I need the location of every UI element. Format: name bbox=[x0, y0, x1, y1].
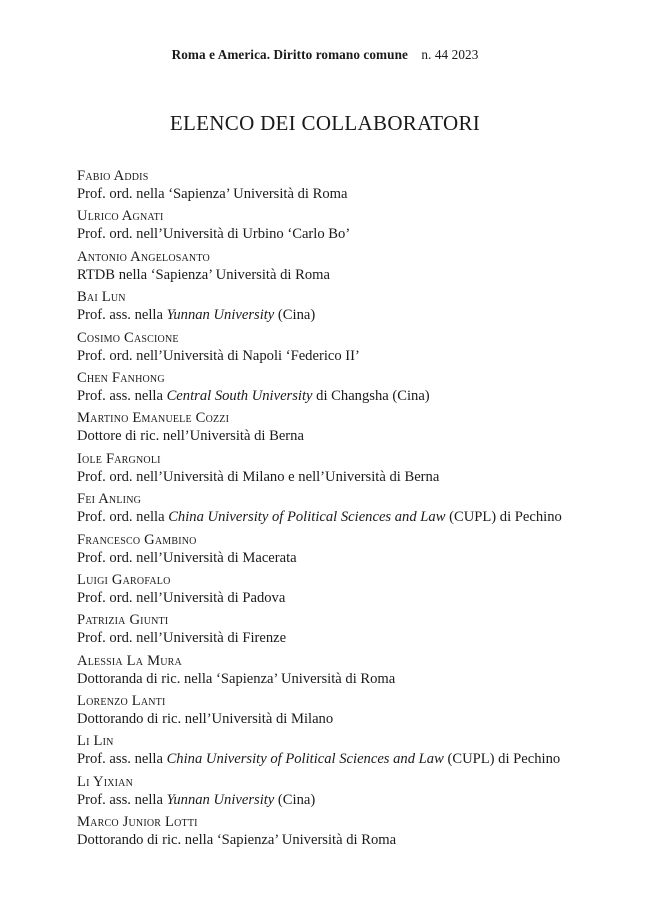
affiliation-text: Prof. ord. nell’Università di Urbino ‘Carlo Bo’ bbox=[77, 226, 351, 243]
collaborators-list bbox=[77, 167, 637, 854]
collaborator-entry bbox=[77, 611, 637, 651]
collaborator-name: Li Yixian bbox=[77, 773, 134, 790]
collaborator-entry bbox=[77, 288, 637, 328]
collaborator-name: Bai Lun bbox=[77, 289, 126, 306]
page-title: ELENCO DEI COLLABORATORI bbox=[169, 111, 481, 135]
collaborator-name: Marco Junior Lotti bbox=[77, 814, 198, 831]
collaborator-entry bbox=[77, 531, 637, 571]
affiliation-text: Prof. ord. nella bbox=[77, 509, 169, 526]
collaborator-affiliation bbox=[77, 549, 637, 568]
institution-name-italic: Yunnan University bbox=[166, 791, 275, 808]
collaborator-affiliation bbox=[77, 347, 637, 366]
collaborator-affiliation bbox=[77, 185, 637, 204]
collaborator-entry bbox=[77, 732, 637, 772]
collaborator-name: Iole Fargnoli bbox=[77, 450, 161, 467]
affiliation-text: Prof. ord. nell’Università di Macerata bbox=[77, 549, 297, 566]
collaborator-name: Luigi Garofalo bbox=[77, 571, 171, 588]
institution-name-italic: Central South University bbox=[166, 387, 313, 404]
running-header bbox=[0, 47, 650, 63]
affiliation-text: Prof. ass. nella bbox=[77, 387, 167, 404]
collaborator-name: Lorenzo Lanti bbox=[77, 693, 166, 710]
collaborator-entry bbox=[77, 450, 637, 490]
collaborator-affiliation bbox=[77, 266, 637, 285]
institution-name-italic: China University of Political Sciences and Law bbox=[166, 751, 444, 768]
collaborator-name: Patrizia Giunti bbox=[77, 612, 169, 629]
affiliation-text: Prof. ord. nell’Università di Firenze bbox=[77, 630, 287, 647]
collaborator-affiliation bbox=[77, 508, 637, 527]
institution-name-italic: Yunnan University bbox=[166, 307, 275, 324]
collaborator-name: Chen Fanhong bbox=[77, 369, 165, 386]
collaborator-entry bbox=[77, 490, 637, 530]
collaborator-entry bbox=[77, 813, 637, 853]
collaborator-entry bbox=[77, 369, 637, 409]
collaborator-entry bbox=[77, 773, 637, 813]
affiliation-text: Prof. ass. nella bbox=[77, 307, 167, 324]
collaborator-affiliation bbox=[77, 468, 637, 487]
institution-name-italic: China University of Political Sciences and Law bbox=[168, 509, 446, 526]
affiliation-text: Dottore di ric. nell’Università di Berna bbox=[77, 428, 304, 445]
collaborator-affiliation bbox=[77, 427, 637, 446]
affiliation-text: Prof. ass. nella bbox=[77, 791, 167, 808]
affiliation-text: Dottorando di ric. nell’Università di Milano bbox=[77, 711, 334, 728]
collaborator-affiliation bbox=[77, 791, 637, 810]
collaborator-entry bbox=[77, 329, 637, 369]
collaborator-entry bbox=[77, 692, 637, 732]
collaborator-affiliation bbox=[77, 710, 637, 729]
affiliation-text-suffix: (Cina) bbox=[274, 307, 316, 324]
collaborator-affiliation bbox=[77, 387, 637, 406]
affiliation-text-suffix: (CUPL) di Pechino bbox=[445, 509, 562, 526]
collaborator-entry bbox=[77, 167, 637, 207]
affiliation-text-suffix: (Cina) bbox=[274, 791, 316, 808]
collaborator-entry bbox=[77, 248, 637, 288]
collaborator-affiliation bbox=[77, 750, 637, 769]
collaborator-affiliation bbox=[77, 589, 637, 608]
collaborator-affiliation bbox=[77, 225, 637, 244]
affiliation-text: Prof. ass. nella bbox=[77, 751, 167, 768]
issue-number: n. 44 2023 bbox=[421, 47, 479, 62]
collaborator-name: Cosimo Cascione bbox=[77, 329, 179, 346]
collaborator-entry bbox=[77, 409, 637, 449]
collaborator-entry bbox=[77, 571, 637, 611]
collaborator-affiliation bbox=[77, 670, 637, 689]
affiliation-text: Prof. ord. nella ‘Sapienza’ Università di Roma bbox=[77, 186, 348, 202]
collaborator-name: Li Lin bbox=[77, 733, 114, 750]
collaborator-name: Fei Anling bbox=[77, 491, 142, 508]
affiliation-text: Prof. ord. nell’Università di Napoli ‘Federico II’ bbox=[77, 347, 360, 364]
collaborator-name: Fabio Addis bbox=[77, 168, 149, 184]
affiliation-text: Prof. ord. nell’Università di Milano e nell’Università di Berna bbox=[77, 468, 440, 485]
affiliation-text-suffix: (CUPL) di Pechino bbox=[443, 751, 561, 768]
collaborator-entry bbox=[77, 652, 637, 692]
collaborator-name: Alessia La Mura bbox=[77, 652, 182, 669]
collaborator-entry bbox=[77, 207, 637, 247]
collaborator-affiliation bbox=[77, 831, 637, 850]
collaborator-name: Ulrico Agnati bbox=[77, 208, 164, 225]
collaborator-affiliation bbox=[77, 629, 637, 648]
affiliation-text: RTDB nella ‘Sapienza’ Università di Roma bbox=[77, 266, 330, 283]
journal-title: Roma e America. Diritto romano comune bbox=[171, 47, 408, 62]
affiliation-text: Prof. ord. nell’Università di Padova bbox=[77, 589, 286, 606]
collaborator-name: Martino Emanuele Cozzi bbox=[77, 410, 230, 427]
collaborator-name: Antonio Angelosanto bbox=[77, 248, 210, 265]
collaborator-affiliation bbox=[77, 306, 637, 325]
collaborator-name: Francesco Gambino bbox=[77, 531, 197, 548]
affiliation-text: Dottoranda di ric. nella ‘Sapienza’ Università di Roma bbox=[77, 670, 396, 687]
affiliation-text: Dottorando di ric. nella ‘Sapienza’ Università di Roma bbox=[77, 832, 397, 849]
affiliation-text-suffix: di Changsha (Cina) bbox=[312, 387, 430, 404]
